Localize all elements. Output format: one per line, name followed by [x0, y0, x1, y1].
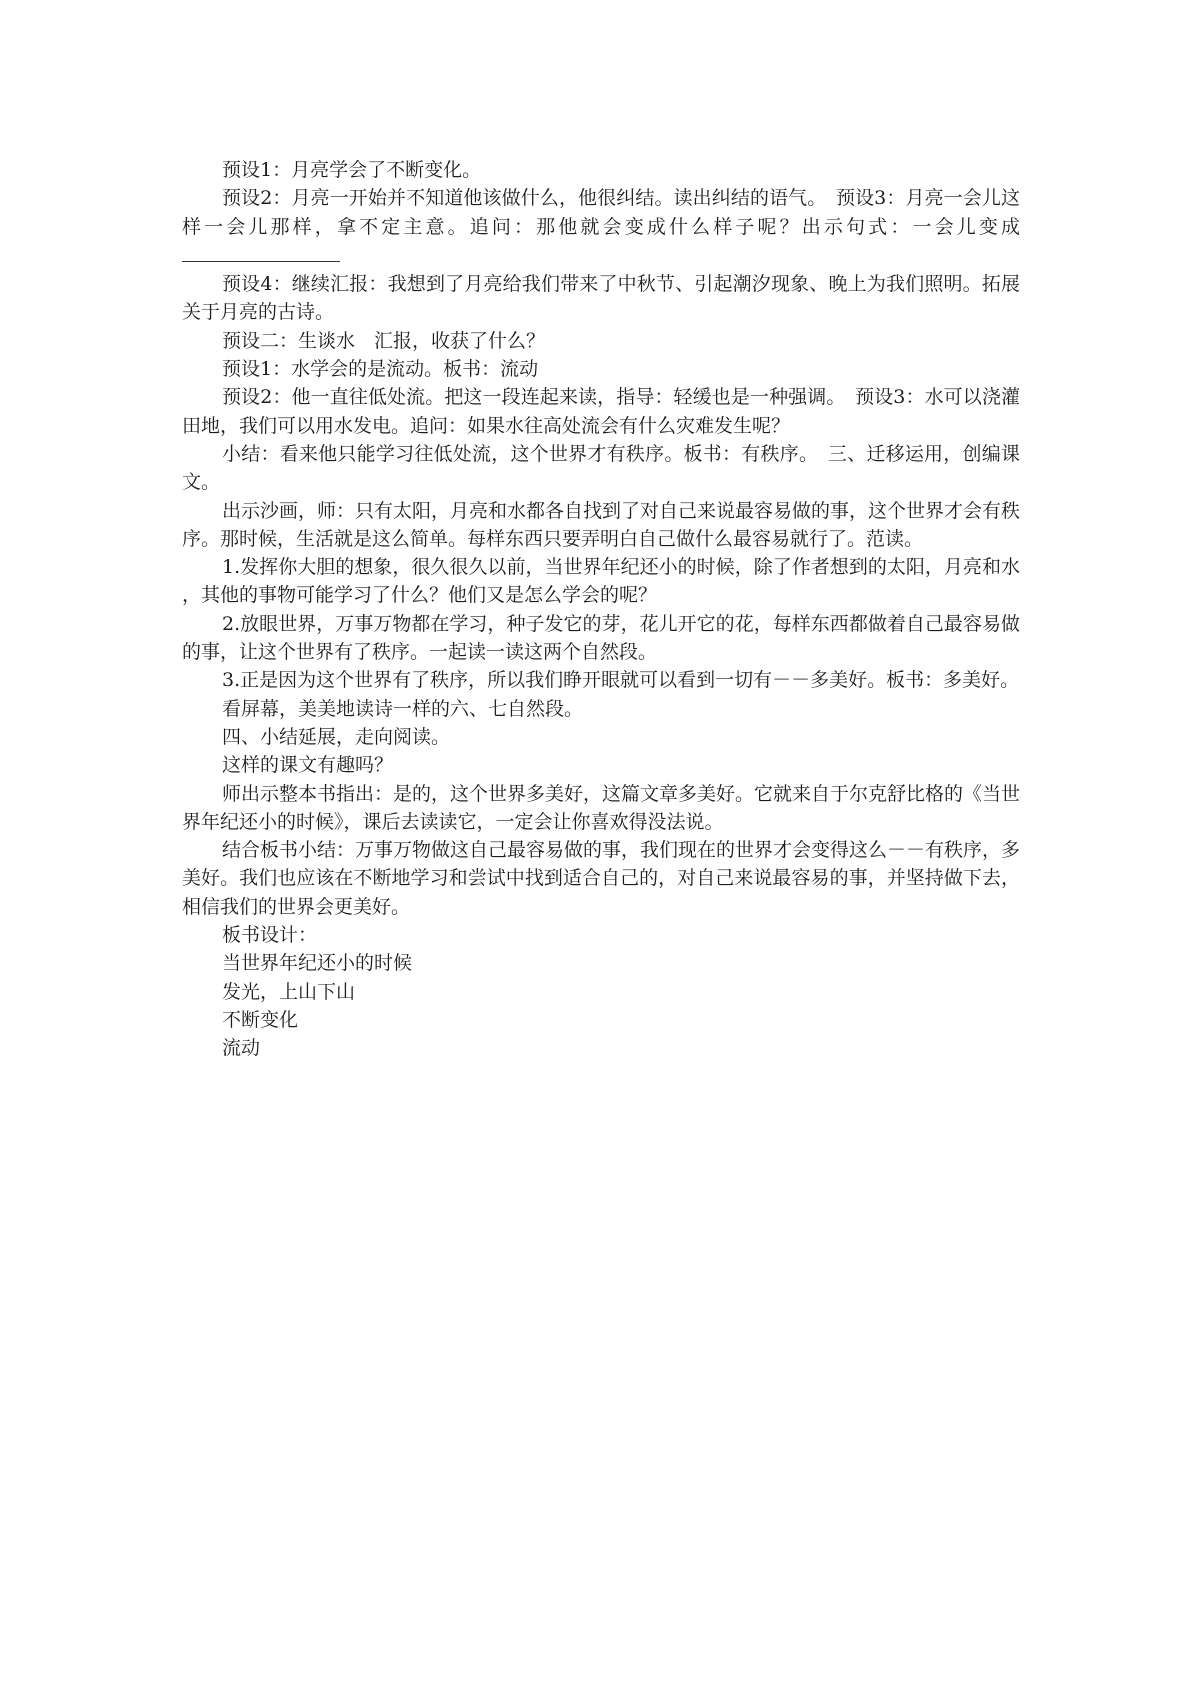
paragraph-text: 预设2：月亮一开始并不知道他该做什么，他很纠结。读出纠结的语气。 预设3：月亮一会儿这样一会儿那样，拿不定主意。追问：那他就会变成什么样子呢？出示句式：一会儿变成 [182, 187, 1020, 238]
paragraph [182, 355, 1020, 383]
paragraph [182, 184, 1020, 270]
paragraph-text: 流动 [222, 1037, 261, 1060]
paragraph-text: 板书设计： [222, 924, 318, 947]
fill-in-blank [182, 241, 340, 262]
paragraph-text: 预设1：水学会的是流动。板书：流动 [222, 358, 539, 381]
paragraph-text: 不断变化 [222, 1008, 299, 1031]
paragraph-text: 1.发挥你大胆的想象，很久很久以前，当世界年纪还小的时候，除了作者想到的太阳，月亮和水，其他的事物可能学习了什么？他们又是怎么学会的呢？ [182, 556, 1020, 607]
paragraph [182, 1006, 1020, 1034]
paragraph [182, 949, 1020, 977]
paragraph-text: 当世界年纪还小的时候 [222, 952, 413, 975]
paragraph-text: 预设二：生谈水 汇报，收获了什么？ [222, 329, 546, 352]
paragraph [182, 695, 1020, 723]
paragraph-text: 这样的课文有趣吗？ [222, 754, 394, 777]
paragraph-text: 出示沙画，师：只有太阳，月亮和水都各自找到了对自己来说最容易做的事，这个世界才会有秩序。那时候，生活就是这么简单。每样东西只要弄明白自己做什么最容易就行了。范读。 [182, 499, 1021, 550]
paragraph [182, 723, 1020, 751]
paragraph [182, 497, 1020, 554]
paragraph [182, 751, 1020, 779]
paragraph [182, 978, 1020, 1006]
paragraph-text: 发光，上山下山 [222, 980, 356, 1003]
paragraph [182, 553, 1020, 610]
paragraph [182, 156, 1020, 184]
paragraph-text: 四、小结延展，走向阅读。 [222, 725, 451, 748]
paragraph-text: 结合板书小结：万事万物做这自己最容易做的事，我们现在的世界才会变得这么－－有秩序，多美好。我们也应该在不断地学习和尝试中找到适合自己的，对自己来说最容易的事，并坚持做下去，相信我们的世界会更美好。 [182, 839, 1021, 918]
paragraph-text: 3.正是因为这个世界有了秩序，所以我们睁开眼就可以看到一切有－－多美好。板书：多美好。 [222, 669, 1020, 692]
paragraph [182, 836, 1020, 921]
paragraph-text: 预设1：月亮学会了不断变化。 [222, 159, 482, 181]
paragraph [182, 780, 1020, 837]
paragraph [182, 666, 1020, 694]
paragraph [182, 1034, 1020, 1062]
paragraph [182, 610, 1020, 667]
paragraph-text: 师出示整本书指出：是的，这个世界多美好，这篇文章多美好。它就来自于尔克舒比格的《当世界年纪还小的时候》，课后去读读它，一定会让你喜欢得没法说。 [182, 782, 1021, 833]
paragraph [182, 921, 1020, 949]
paragraph [182, 383, 1020, 440]
paragraph-text: 看屏幕，美美地读诗一样的六、七自然段。 [222, 697, 584, 720]
paragraph-text: 小结：看来他只能学习往低处流，这个世界才有秩序。板书：有秩序。 三、迁移运用，创编课文。 [182, 442, 1020, 494]
paragraph [182, 440, 1020, 497]
paragraph [182, 270, 1020, 327]
paragraph-text: 预设2：他一直往低处流。把这一段连起来读，指导：轻缓也是一种强调。 预设3：水可以浇灌田地，我们可以用水发电。追问：如果水往高处流会有什么灾难发生呢？ [182, 386, 1020, 437]
paragraph-text: 预设4：继续汇报：我想到了月亮给我们带来了中秋节、引起潮汐现象、晚上为我们照明。拓展关于月亮的古诗。 [182, 273, 1020, 324]
paragraph-text: 2.放眼世界，万事万物都在学习，种子发它的芽，花儿开它的花，每样东西都做着自己最容易做的事，让这个世界有了秩序。一起读一读这两个自然段。 [182, 612, 1020, 664]
paragraph [182, 327, 1020, 355]
document-body [182, 156, 1020, 1063]
